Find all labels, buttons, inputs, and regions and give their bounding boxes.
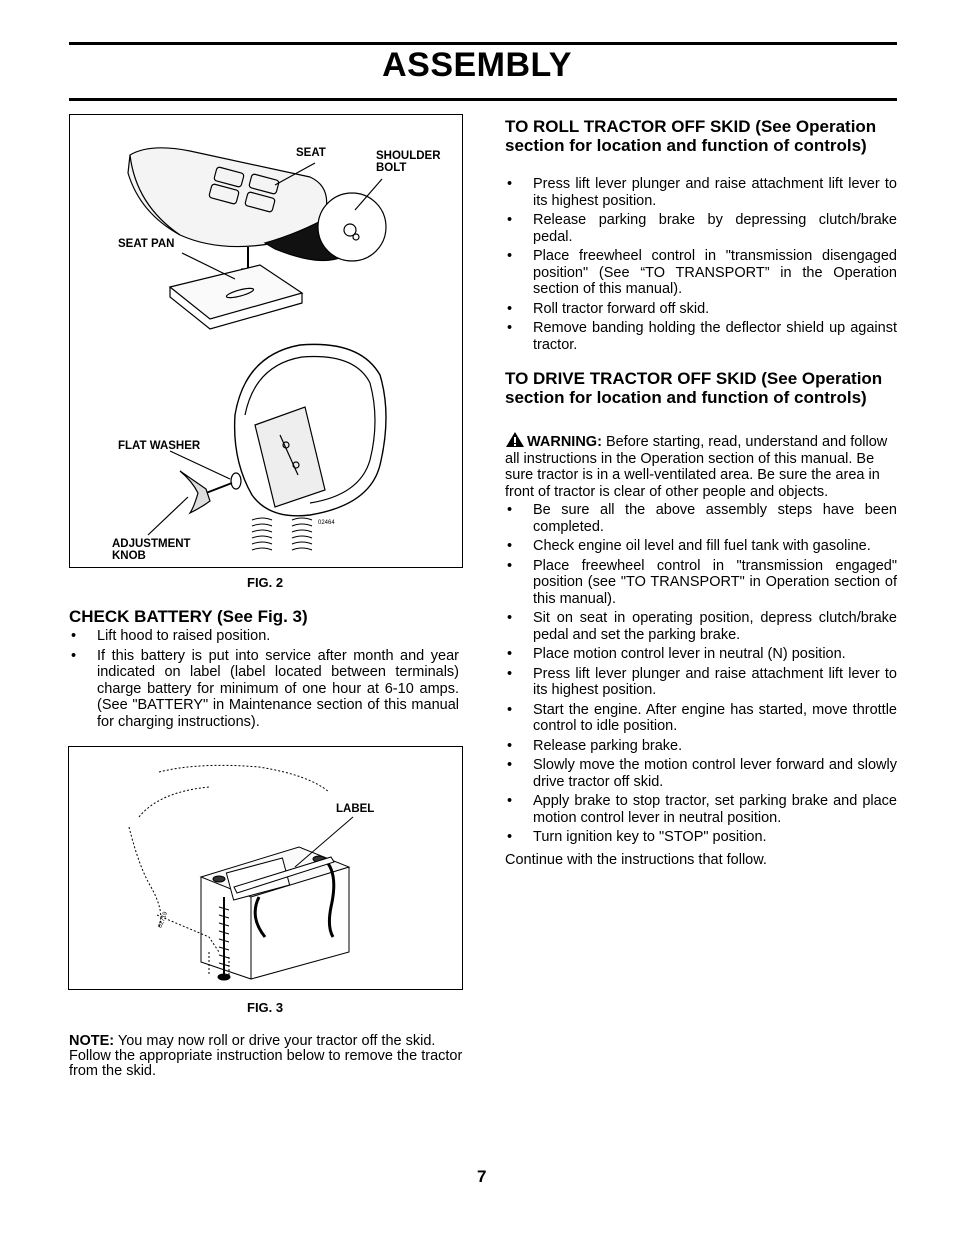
roll-list <box>505 176 897 353</box>
adjustment-knob-label: ADJUSTMENT KNOB <box>112 538 191 562</box>
drive-list <box>505 502 897 846</box>
warning-text: Before starting, read, understand and follow all instructions in the Operation section of this manual. Be sure tractor is in a well-ventilated area. Be sure the area in front of tractor is clear of other people and objects. <box>505 434 888 500</box>
check-battery-list <box>69 628 459 730</box>
list-item: • Place freewheel control in "transmission disengaged position" (See “TO TRANSPORT” in the Operation section of this manual). <box>505 248 897 298</box>
flat-washer-label: FLAT WASHER <box>118 440 201 452</box>
fig2-part-code: 02464 <box>318 520 335 526</box>
drive-section <box>505 431 897 868</box>
warning-icon <box>505 431 525 448</box>
closing-text: Continue with the instructions that follow. <box>505 851 767 868</box>
shoulder-bolt-label: SHOULDER BOLT <box>376 150 441 174</box>
list-item: • Place freewheel control in "transmission engaged" position (see "TO TRANSPORT" in Operation section of this manual). <box>505 558 897 608</box>
seat-label: SEAT <box>296 147 326 159</box>
check-battery-list-container <box>69 628 459 733</box>
list-item: • Check engine oil level and fill fuel tank with gasoline. <box>505 538 897 555</box>
note-paragraph <box>69 1034 463 1079</box>
seat-assembly-drawing <box>70 115 462 567</box>
list-item: • Slowly move the motion control lever forward and slowly drive tractor off skid. <box>505 757 897 790</box>
list-item: • Press lift lever plunger and raise attachment lift lever to its highest position. <box>505 666 897 699</box>
roll-list-container <box>505 176 897 356</box>
list-item: • If this battery is put into service after month and year indicated on label (label located between terminals) charge battery for minimum of one hour at 6-10 amps. (See "BATTERY" in Maintenance section of this manual for charging instructions). <box>69 648 459 731</box>
list-item: • Lift hood to raised position. <box>69 628 459 645</box>
list-item: • Release parking brake by depressing clutch/brake pedal. <box>505 212 897 245</box>
page-number: 7 <box>477 1167 487 1186</box>
seat-pan-label: SEAT PAN <box>118 238 175 250</box>
battery-label-label: LABEL <box>336 803 375 815</box>
list-item: • Place motion control lever in neutral (N) position. <box>505 646 897 663</box>
list-item: • Turn ignition key to "STOP" position. <box>505 829 897 846</box>
header-rule-top <box>69 42 897 45</box>
list-item: • Be sure all the above assembly steps have been completed. <box>505 502 897 535</box>
list-item: • Roll tractor forward off skid. <box>505 301 897 318</box>
fig3-part-code: 02719 <box>157 911 170 929</box>
roll-heading: TO ROLL TRACTOR OFF SKID (See Operation section for location and function of controls) <box>505 117 877 155</box>
fig2-illustration <box>69 114 463 568</box>
list-item: • Remove banding holding the deflector shield up against tractor. <box>505 320 897 353</box>
warning-paragraph <box>505 431 897 500</box>
list-item: • Start the engine. After engine has started, move throttle control to idle position. <box>505 702 897 735</box>
header-rule-bottom <box>69 98 897 101</box>
list-item: • Press lift lever plunger and raise attachment lift lever to its highest position. <box>505 176 897 209</box>
fig3-illustration <box>68 746 463 990</box>
note-prefix: NOTE: <box>69 1033 115 1049</box>
check-battery-heading: CHECK BATTERY (See Fig. 3) <box>69 607 308 626</box>
fig3-caption: FIG. 3 <box>247 1000 284 1015</box>
battery-drawing <box>69 747 462 989</box>
list-item: • Sit on seat in operating position, depress clutch/brake pedal and set the parking brake. <box>505 610 897 643</box>
page-title: ASSEMBLY <box>382 46 572 84</box>
list-item: • Apply brake to stop tractor, set parking brake and place motion control lever in neutral position. <box>505 793 897 826</box>
fig2-caption: FIG. 2 <box>247 575 284 590</box>
warning-prefix: WARNING: <box>527 434 602 450</box>
drive-heading: TO DRIVE TRACTOR OFF SKID (See Operation section for location and function of controls) <box>505 369 883 407</box>
note-text: You may now roll or drive your tractor off the skid. Follow the appropriate instruction below to remove the tractor from the skid. <box>69 1033 463 1079</box>
list-item: • Release parking brake. <box>505 738 897 755</box>
